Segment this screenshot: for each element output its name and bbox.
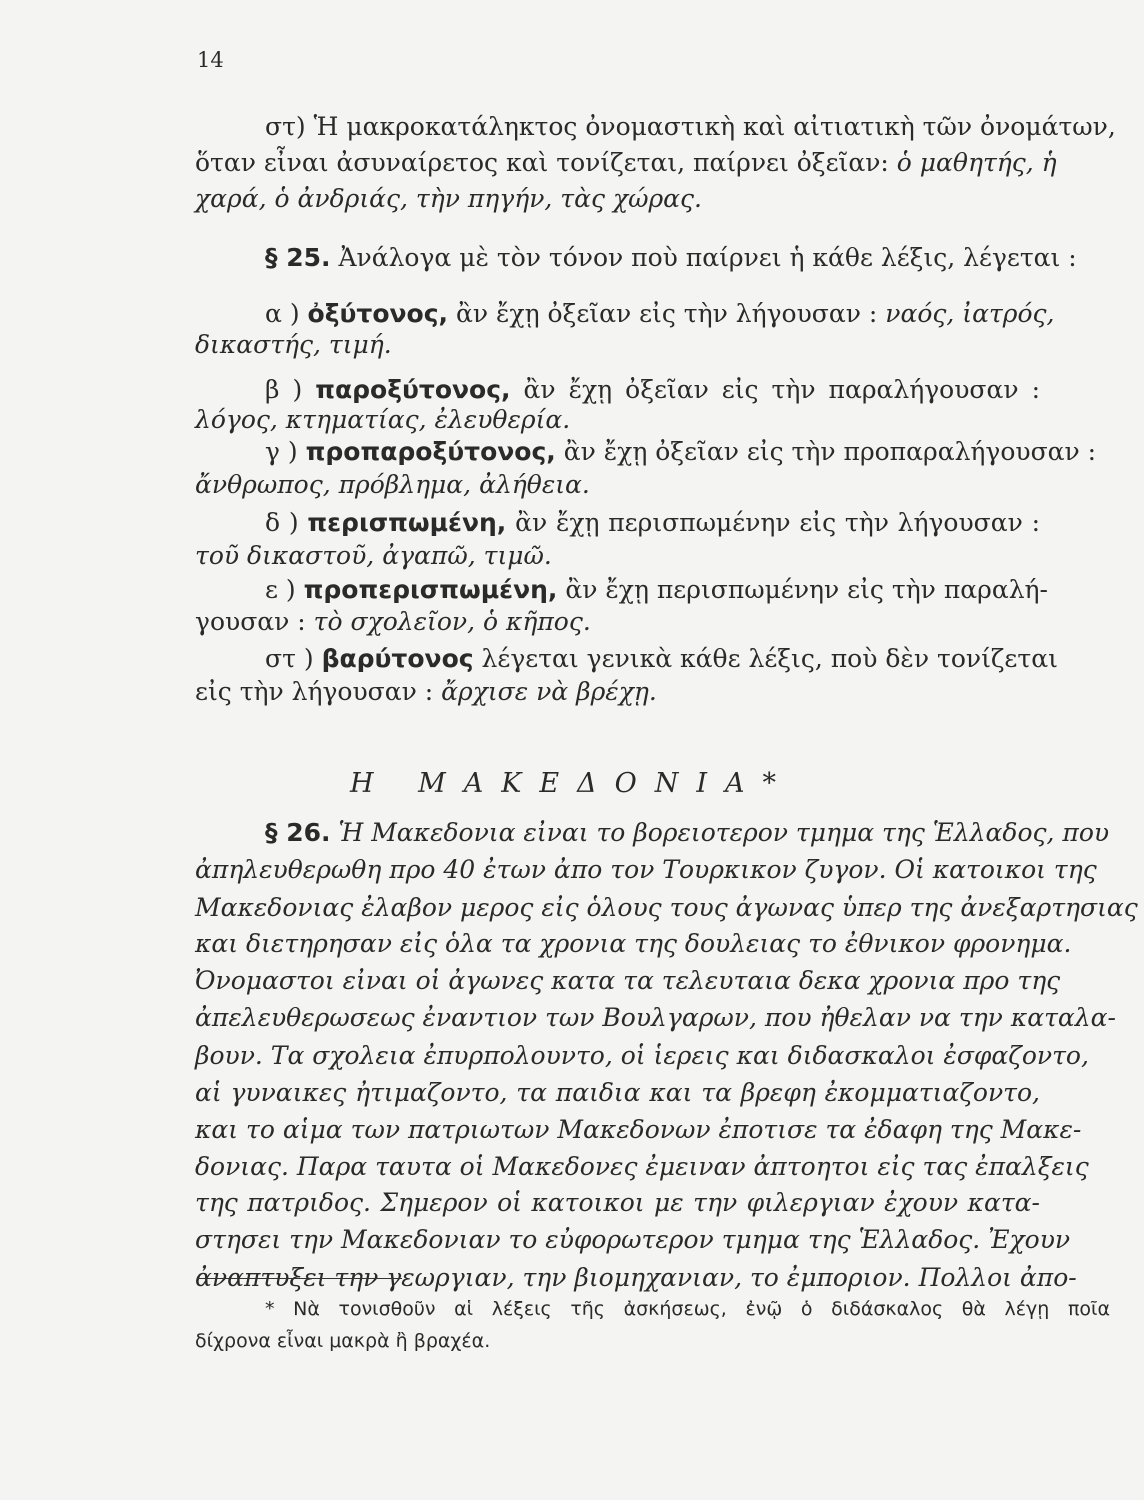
footnote-rule — [197, 1278, 402, 1279]
item-label: δ ) — [265, 508, 299, 537]
item-term: προπερισπωμένη, — [303, 575, 558, 604]
item-c-example: ἄνθρωπος, πρόβλημα, ἀλήθεια. — [195, 470, 590, 499]
item-rule: λέγεται γενικὰ κάθε λέξις, ποὺ δὲν τονίζεται — [481, 644, 1058, 673]
rule-line — [195, 148, 1057, 178]
passage-line: και το αἱμα των πατριωτων Μακεδονων ἐποτισε τα ἐδαφη της Μακε- — [195, 1115, 1082, 1144]
page-number: 14 — [197, 48, 224, 72]
item-example: ἄρχισε νὰ βρέχῃ. — [441, 677, 657, 706]
rule-line: στ) Ἡ μακροκατάληκτος ὀνομαστικὴ καὶ αἰτιατικὴ τῶν ὀνομάτων, — [265, 112, 1116, 141]
passage-line: ἀναπτυξει την γεωργιαν, την βιομηχανιαν, το ἐμποριον. Πολλοι ἀπο- — [195, 1263, 1077, 1292]
item-rule: γουσαν : — [195, 607, 306, 636]
item-term: περισπωμένη, — [307, 508, 507, 537]
item-rule: ἂν ἔχῃ ὀξεῖαν εἰς τὴν προπαραλήγουσαν : — [563, 437, 1097, 466]
passage-line: δονιας. Παρα ταυτα οἱ Μακεδονες ἐμειναν ἀπτοητοι εἰς τας ἐπαλξεις — [195, 1152, 1089, 1181]
item-a — [195, 299, 1055, 329]
example-text: ὁ μαθητής, ἡ — [896, 148, 1057, 177]
passage-line — [195, 818, 1110, 848]
item-c — [195, 437, 1097, 467]
passage-line: Μακεδονιας ἐλαβον μερος εἰς ὁλους τους ἀγωνας ὑπερ της ἀνεξαρτησιας — [195, 893, 1138, 922]
item-term: παροξύτονος, — [315, 375, 511, 404]
item-b — [195, 375, 1040, 405]
footnote-line: * Νὰ τονισθοῦν αἱ λέξεις τῆς ἀσκήσεως, ἐνῷ ὁ διδάσκαλος θὰ λέγῃ ποῖα — [265, 1298, 1110, 1320]
item-rule: ἂν ἔχῃ περισπωμένην εἰς τὴν παραλή- — [565, 575, 1048, 604]
item-label: στ ) — [265, 644, 314, 673]
item-example: ναός, ἰατρός, — [885, 299, 1055, 328]
item-d-example: τοῦ δικαστοῦ, ἀγαπῶ, τιμῶ. — [195, 541, 552, 570]
item-f-example-line — [195, 677, 1040, 707]
item-rule: ἂν ἔχῃ περισπωμένην εἰς τὴν λήγουσαν : — [515, 508, 1041, 537]
item-f — [195, 644, 1058, 674]
passage-line: Ὀνομαστοι εἰναι οἱ ἀγωνες κατα τα τελευταια δεκα χρονια προ της — [195, 966, 1061, 995]
item-b-example: λόγος, κτηματίας, ἐλευθερία. — [195, 405, 571, 434]
item-term: ὀξύτονος, — [307, 299, 449, 328]
item-rule: ἂν ἔχῃ ὀξεῖαν εἰς τὴν παραλήγουσαν : — [523, 375, 1040, 404]
item-label: β ) — [265, 375, 303, 404]
passage-line: ἀπελευθερωσεως ἐναντιον των Βουλγαρων, που ἠθελαν να την καταλα- — [195, 1003, 1116, 1032]
rule-text: ὅταν εἶναι ἀσυναίρετος καὶ τονίζεται, παίρνει ὀξεῖαν: — [195, 148, 889, 177]
item-a-example: δικαστής, τιμή. — [195, 330, 392, 359]
example-line: χαρά, ὁ ἀνδριάς, τὴν πηγήν, τὰς χώρας. — [195, 184, 703, 213]
item-label: γ ) — [265, 437, 298, 466]
section-text: Ἀνάλογα μὲ τὸν τόνον ποὺ παίρνει ἡ κάθε λέξις, λέγεται : — [338, 243, 1077, 272]
passage-line: ἀπηλευθερωθη προ 40 ἐτων ἀπο τον Τουρκικον ζυγον. Οἱ κατοικοι της — [195, 855, 1097, 884]
item-e — [195, 575, 1048, 605]
footnote-line: δίχρονα εἶναι μακρὰ ἢ βραχέα. — [195, 1330, 491, 1352]
item-example: τὸ σχολεῖον, ὁ κῆπος. — [313, 607, 591, 636]
passage-line: και διετηρησαν εἰς ὁλα τα χρονια της δουλειας το ἐθνικον φρονημα. — [195, 929, 1072, 958]
passage-heading: Η ΜΑΚΕΔΟΝΙΑ* — [349, 768, 795, 799]
passage-line: στησει την Μακεδονιαν το εὐφορωτερον τμημα της Ἑλλαδος. Ἐχουν — [195, 1225, 1071, 1254]
item-rule: εἰς τὴν λήγουσαν : — [195, 677, 434, 706]
passage-line: της πατριδος. Σημερον οἱ κατοικοι με την φιλεργιαν ἐχουν κατα- — [195, 1188, 1040, 1217]
section-number: § 25. — [265, 243, 331, 272]
passage-line: βουν. Τα σχολεια ἐπυρπολουντο, οἱ ἱερεις και διδασκαλοι ἐσφαζοντο, — [195, 1041, 1089, 1070]
item-d — [195, 508, 1040, 538]
section-25-line — [195, 243, 1077, 273]
passage-line: αἱ γυναικες ἠτιμαζοντο, τα παιδια και τα βρεφη ἐκομματιαζοντο, — [195, 1078, 1040, 1107]
item-rule: ἂν ἔχῃ ὀξεῖαν εἰς τὴν λήγουσαν : — [455, 299, 878, 328]
passage-text: Ἡ Μακεδονια εἰναι το βορειοτερον τμημα της Ἑλλαδος, που — [338, 818, 1110, 847]
item-e-example-line — [195, 607, 1040, 637]
item-term: βαρύτονος — [321, 644, 474, 673]
item-label: α ) — [265, 299, 300, 328]
item-term: προπαροξύτονος, — [305, 437, 556, 466]
section-number: § 26. — [265, 818, 331, 847]
item-label: ε ) — [265, 575, 296, 604]
